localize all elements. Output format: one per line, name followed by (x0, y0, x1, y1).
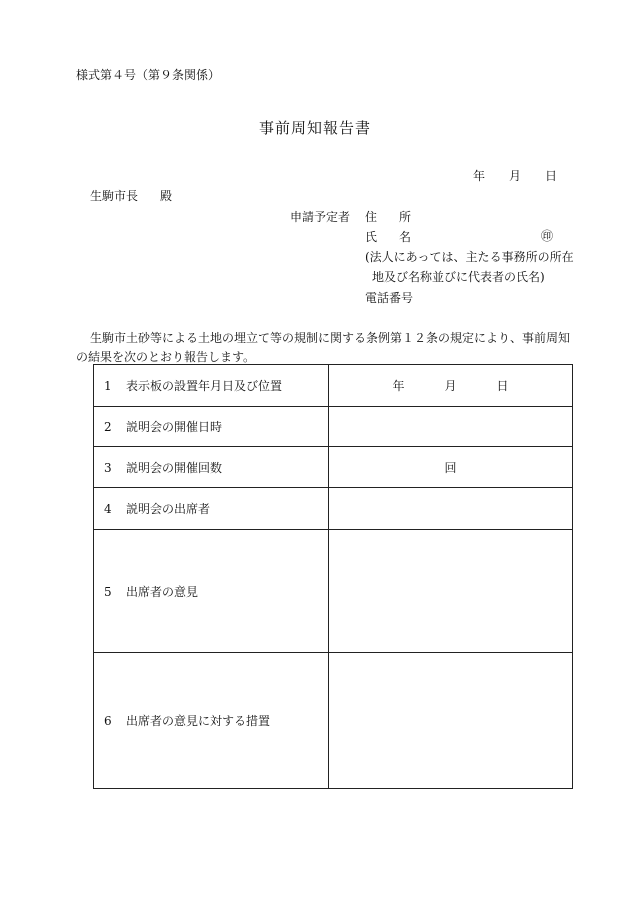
value-year: 年 (392, 379, 405, 393)
row-number: 5 (104, 584, 112, 599)
addressee (90, 187, 172, 204)
value-count-unit: 回 (444, 460, 457, 475)
row-number: 6 (104, 714, 112, 728)
row-label (94, 365, 329, 407)
applicant-name (365, 228, 411, 245)
date-day: 日 (545, 169, 558, 183)
address-char-1: 住 (365, 210, 378, 224)
row-number: 3 (104, 460, 112, 475)
row-label (94, 447, 329, 488)
table-row (94, 530, 573, 653)
row-label (94, 530, 329, 653)
phone-label: 電話番号 (365, 291, 414, 305)
body-text-line2: の結果を次のとおり報告します。 (76, 350, 256, 364)
applicant-label: 申請予定者 (290, 210, 351, 224)
row-label-text: 出席者の意見 (126, 584, 199, 599)
row-label-text: 説明会の開催日時 (126, 420, 223, 434)
table-row (94, 488, 573, 530)
row-label (94, 407, 329, 447)
name-char-1: 氏 (365, 230, 378, 244)
body-text-line1: 生駒市土砂等による土地の埋立て等の規制に関する条例第１２条の規定により、事前周知 (90, 331, 571, 345)
row-label-text: 説明会の出席者 (126, 502, 211, 516)
row-label-text: 説明会の開催回数 (126, 460, 223, 475)
row-number: 4 (104, 502, 112, 516)
row-value[interactable] (329, 530, 573, 653)
report-table (93, 364, 573, 789)
address-char-2: 所 (399, 210, 412, 224)
corporate-note-line2: 地及び名称並びに代表者の氏名) (372, 270, 545, 284)
table-row (94, 653, 573, 789)
seal-mark: ㊞ (541, 229, 554, 243)
row-value[interactable] (329, 653, 573, 789)
date-month: 月 (509, 169, 522, 183)
document-title: 事前周知報告書 (258, 119, 371, 137)
row-label (94, 653, 329, 789)
corporate-note-line1: (法人にあっては、主たる事務所の所在 (365, 250, 574, 264)
row-label-text: 表示板の設置年月日及び位置 (126, 379, 283, 393)
row-value[interactable] (329, 365, 573, 407)
row-label (94, 488, 329, 530)
date-year: 年 (473, 169, 486, 183)
form-number: 様式第４号（第９条関係） (76, 68, 221, 82)
value-month: 月 (444, 379, 457, 393)
row-number: 2 (104, 420, 112, 434)
addressee-honorific: 殿 (160, 189, 173, 203)
addressee-name: 生駒市長 (90, 189, 139, 203)
row-label-text: 出席者の意見に対する措置 (126, 714, 271, 728)
table-row (94, 407, 573, 447)
table-row (94, 447, 573, 488)
value-day: 日 (496, 379, 509, 393)
row-number: 1 (104, 379, 112, 393)
row-value[interactable] (329, 488, 573, 530)
row-value[interactable] (329, 447, 573, 488)
table-row (94, 365, 573, 407)
name-char-2: 名 (399, 230, 412, 244)
applicant-address (365, 208, 411, 225)
row-value[interactable] (329, 407, 573, 447)
